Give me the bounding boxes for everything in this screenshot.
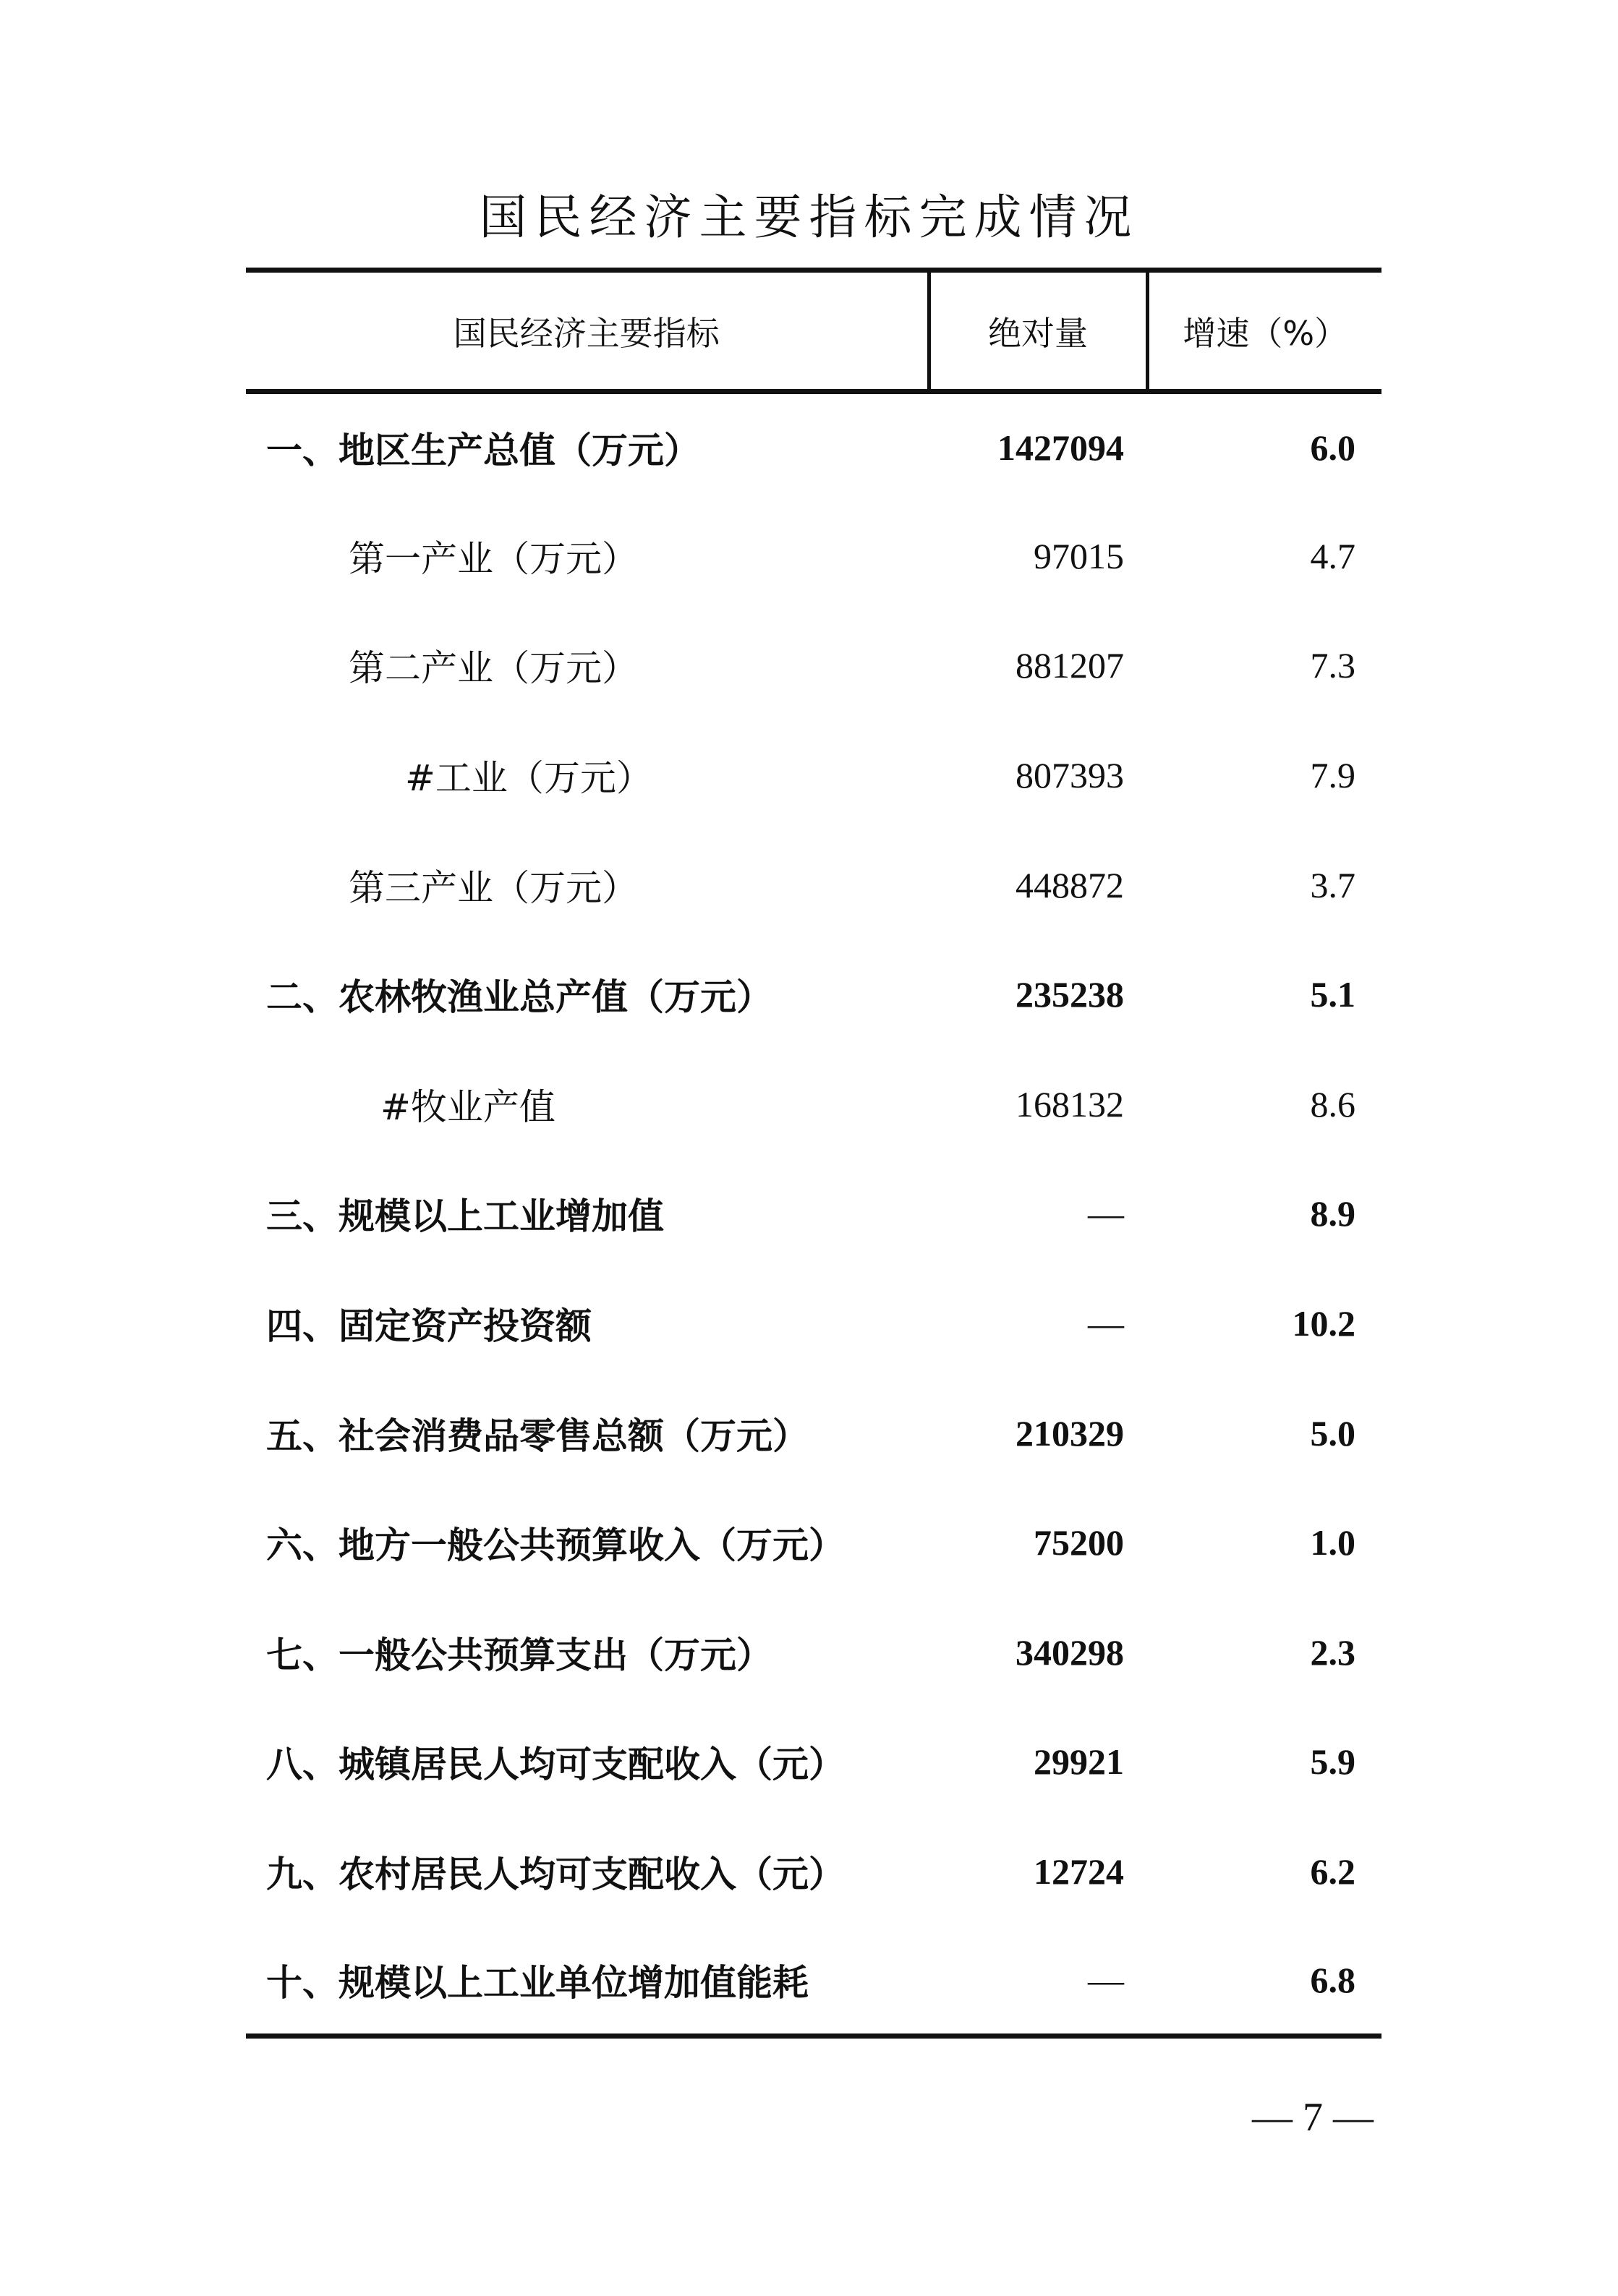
- growth-rate: 4.7: [1310, 535, 1355, 576]
- indicator-name: 八、城镇居民人均可支配收入（元）: [266, 1744, 845, 1786]
- table-row: [246, 720, 1381, 830]
- table-row: [246, 1378, 1381, 1488]
- indicator-name: 第二产业（万元）: [349, 647, 638, 690]
- growth-rate: 6.0: [1310, 427, 1355, 469]
- absolute-value: —: [1088, 1303, 1124, 1344]
- growth-rate: 5.9: [1310, 1741, 1355, 1783]
- table-row: [246, 1268, 1381, 1378]
- indicators-table: [246, 268, 1381, 2039]
- indicator-name: 第三产业（万元）: [349, 866, 638, 909]
- table-row: [246, 939, 1381, 1049]
- indicator-name: #牧业产值: [380, 1085, 555, 1128]
- indicator-name: 九、农村居民人均可支配收入（元）: [266, 1853, 845, 1896]
- indicator-name: 三、规模以上工业增加值: [266, 1195, 664, 1238]
- absolute-value: —: [1088, 1193, 1124, 1234]
- indicator-name: 一、地区生产总值（万元）: [266, 430, 700, 472]
- growth-rate: 8.9: [1310, 1193, 1355, 1234]
- absolute-value: 29921: [1034, 1741, 1124, 1783]
- table-row: [246, 1817, 1381, 1926]
- indicator-name: 六、地方一般公共预算收入（万元）: [266, 1524, 845, 1567]
- growth-rate: 1.0: [1310, 1522, 1355, 1563]
- absolute-value: —: [929, 1926, 1147, 2036]
- growth-rate: 2.3: [1310, 1631, 1355, 1673]
- growth-rate: 10.2: [1292, 1303, 1355, 1344]
- header-absolute-value: 绝对量: [929, 270, 1147, 392]
- page-title: 国民经济主要指标完成情况: [479, 189, 1139, 245]
- table-row: [246, 611, 1381, 721]
- absolute-value: 1427094: [997, 427, 1124, 469]
- absolute-value: 12724: [1034, 1851, 1124, 1892]
- absolute-value: 340298: [1015, 1631, 1124, 1673]
- page-number: — 7 —: [1252, 2095, 1374, 2140]
- table-row: [246, 1488, 1381, 1597]
- absolute-value: 448872: [1015, 864, 1124, 905]
- growth-rate: 6.8: [1147, 1926, 1381, 2036]
- growth-rate: 5.0: [1310, 1412, 1355, 1454]
- absolute-value: 210329: [1015, 1412, 1124, 1454]
- growth-rate: 3.7: [1310, 864, 1355, 905]
- indicator-name: 四、固定资产投资额: [266, 1305, 592, 1348]
- table-row: [246, 501, 1381, 611]
- indicator-name: #工业（万元）: [405, 757, 652, 800]
- absolute-value: 168132: [1015, 1083, 1124, 1124]
- absolute-value: 75200: [1034, 1522, 1124, 1563]
- absolute-value: 807393: [1015, 755, 1124, 796]
- table-header-row: [246, 270, 1381, 392]
- table-row: [246, 1707, 1381, 1817]
- absolute-value: 881207: [1015, 645, 1124, 686]
- indicator-name: 第一产业（万元）: [349, 537, 638, 580]
- growth-rate: 7.3: [1310, 645, 1355, 686]
- table-row: [246, 1049, 1381, 1159]
- table-row: [246, 1159, 1381, 1269]
- table-row: [246, 392, 1381, 502]
- indicator-name: 十、规模以上工业单位增加值能耗: [246, 1926, 929, 2036]
- growth-rate: 6.2: [1310, 1851, 1355, 1892]
- growth-rate: 7.9: [1310, 755, 1355, 796]
- absolute-value: 97015: [1034, 535, 1124, 576]
- table-row: [246, 830, 1381, 940]
- table-row: [246, 1926, 1381, 2036]
- indicator-name: 七、一般公共预算支出（万元）: [266, 1634, 772, 1676]
- growth-rate: 5.1: [1310, 974, 1355, 1015]
- table-row: [246, 1597, 1381, 1707]
- growth-rate: 8.6: [1310, 1083, 1355, 1124]
- absolute-value: 235238: [1015, 974, 1124, 1015]
- indicator-name: 五、社会消费品零售总额（万元）: [266, 1414, 809, 1457]
- header-indicator: 国民经济主要指标: [246, 270, 929, 392]
- header-growth-rate: 增速（%）: [1147, 270, 1381, 392]
- indicator-name: 二、农林牧渔业总产值（万元）: [266, 976, 772, 1019]
